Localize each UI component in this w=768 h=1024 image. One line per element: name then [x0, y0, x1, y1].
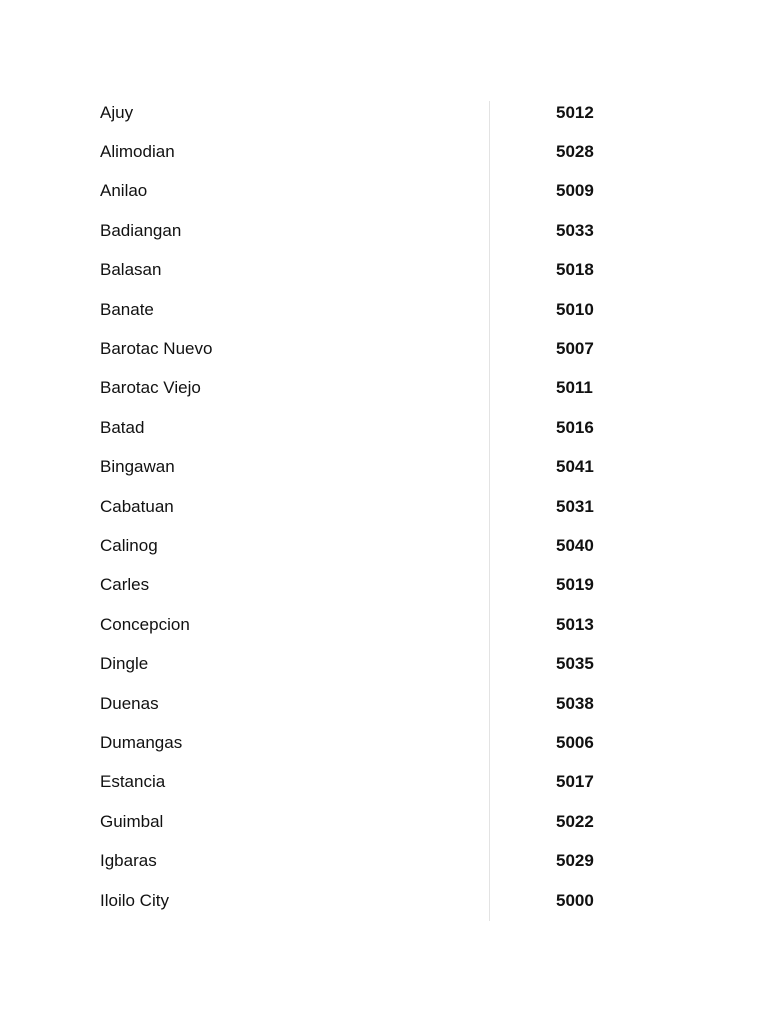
town-name: Alimodian — [100, 142, 175, 162]
zip-code: 5040 — [556, 535, 594, 555]
zip-code: 5011 — [556, 378, 593, 398]
town-name: Balasan — [100, 260, 162, 280]
table-row — [100, 369, 660, 408]
zip-code: 5010 — [556, 299, 594, 319]
town-name: Dingle — [100, 654, 149, 674]
town-name: Badiangan — [100, 220, 182, 240]
zip-code: 5000 — [556, 890, 594, 910]
zip-code: 5028 — [556, 142, 594, 162]
zip-code: 5031 — [556, 496, 594, 516]
zip-code: 5038 — [556, 693, 594, 713]
table-row — [100, 526, 660, 565]
table-row — [100, 132, 660, 171]
table-row — [100, 605, 660, 644]
table-row — [100, 684, 660, 723]
town-name: Guimbal — [100, 811, 164, 831]
table-row — [100, 881, 660, 920]
table-row — [100, 172, 660, 211]
zip-code: 5033 — [556, 220, 594, 240]
table-row — [100, 644, 660, 683]
town-name: Carles — [100, 575, 150, 595]
table-row — [100, 211, 660, 250]
zip-code: 5022 — [556, 811, 594, 831]
table-row — [100, 251, 660, 290]
town-name: Igbaras — [100, 851, 157, 871]
zip-code: 5006 — [556, 732, 594, 752]
table-row — [100, 723, 660, 762]
table-row — [100, 802, 660, 841]
town-name: Barotac Nuevo — [100, 339, 213, 359]
town-name: Bingawan — [100, 457, 175, 477]
table-row — [100, 290, 660, 329]
zip-code: 5012 — [556, 102, 594, 122]
table-row — [100, 487, 660, 526]
table-row — [100, 408, 660, 447]
zip-code: 5029 — [556, 851, 594, 871]
town-name: Estancia — [100, 772, 166, 792]
zip-code: 5018 — [556, 260, 594, 280]
zip-code: 5019 — [556, 575, 594, 595]
town-name: Duenas — [100, 693, 159, 713]
table-row — [100, 841, 660, 880]
town-name: Calinog — [100, 535, 158, 555]
zip-code-table — [100, 93, 660, 920]
zip-code: 5035 — [556, 654, 594, 674]
town-name: Batad — [100, 417, 145, 437]
table-row — [100, 93, 660, 132]
town-name: Anilao — [100, 181, 148, 201]
town-name: Cabatuan — [100, 496, 174, 516]
zip-code: 5016 — [556, 417, 594, 437]
table-row — [100, 329, 660, 368]
table-row — [100, 448, 660, 487]
town-name: Iloilo City — [100, 890, 169, 910]
zip-code: 5007 — [556, 339, 594, 359]
town-name: Ajuy — [100, 102, 134, 122]
table-row — [100, 566, 660, 605]
zip-code: 5013 — [556, 614, 594, 634]
zip-code: 5017 — [556, 772, 594, 792]
table-row — [100, 763, 660, 802]
town-name: Concepcion — [100, 614, 190, 634]
town-name: Dumangas — [100, 732, 183, 752]
town-name: Barotac Viejo — [100, 378, 201, 398]
zip-code: 5009 — [556, 181, 594, 201]
zip-code: 5041 — [556, 457, 594, 477]
town-name: Banate — [100, 299, 154, 319]
